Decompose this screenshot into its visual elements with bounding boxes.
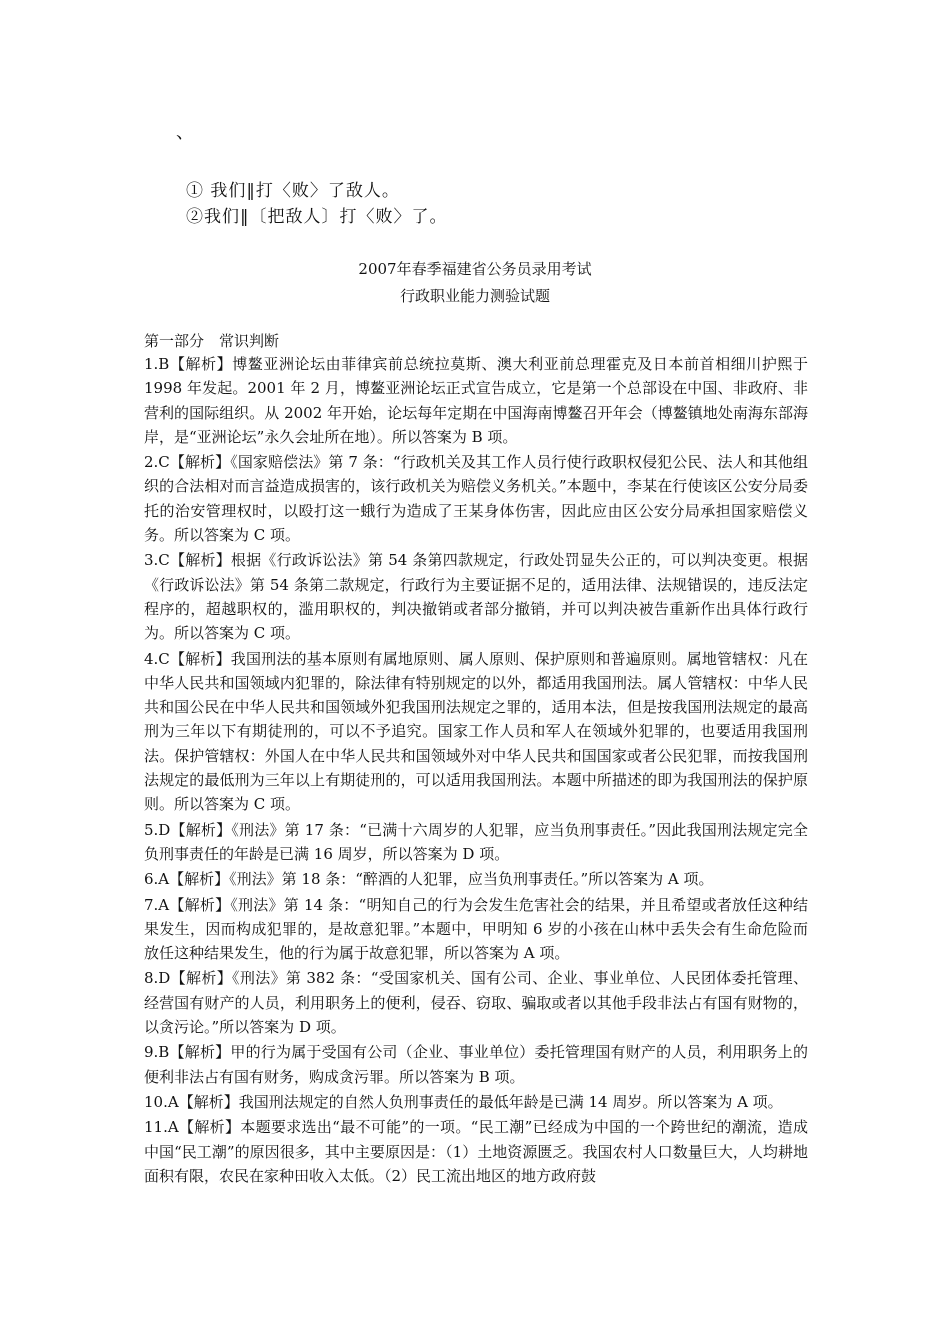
answer-item: 4.C【解析】我国刑法的基本原则有属地原则、属人原则、保护原则和普遍原则。属地管辖权：凡在中华人民共和国领域内犯罪的，除法律有特别规定的以外，都适用我国刑法。属人管辖权：中华人民共和国公民在中华人民共和国领域外犯我国刑法规定之罪的，适用本法，但是按我国刑法规定的最高刑为三年以下有期徒刑的，可以不予追究。国家工作人员和军人在领域外犯罪的，也要适用我国刑法。保护管辖权：外国人在中华人民共和国领域外对中华人民共和国国家或者公民犯罪，而按我国刑法规定的最低刑为三年以上有期徒刑的，可以适用我国刑法。本题中所描述的即为我国刑法的保护原则。所以答案为 C 项。	[144, 649, 808, 814]
answer-item: 2.C【解析】《国家赔偿法》第 7 条：“行政机关及其工作人员行使行政职权侵犯公民、法人和其他组织的合法相对而言益造成损害的，该行政机关为赔偿义务机关。”本题中，李某在行使该区公安分局委托的治安管理权时，以殴打这一蛾行为造成了王某身体伤害，因此应由区公安分局承担国家赔偿义务。所以答案为 C 项。	[144, 453, 808, 545]
answer-list	[144, 352, 808, 1189]
answer-item: 11.A【解析】本题要求选出“最不可能”的一项。“民工潮”已经成为中国的一个跨世纪的潮流，造成中国“民工潮”的原因很多，其中主要原因是：（1）土地资源匮乏。我国农村人口数量巨大，人均耕地面积有限，农民在家种田收入太低。（2）民工流出地区的地方政府鼓	[144, 1118, 808, 1185]
example-sentence-1: ① 我们‖打〈败〉了敌人。	[186, 181, 400, 201]
example-sentence-2: ②我们‖〔把敌人〕打〈败〉了。	[186, 207, 448, 227]
answer-item: 6.A【解析】《刑法》第 18 条：“醉酒的人犯罪，应当负刑事责任。”所以答案为 A 项。	[144, 870, 714, 889]
answer-item: 9.B【解析】甲的行为属于受国有公司（企业、事业单位）委托管理国有财产的人员，利用职务上的便利非法占有国有财务，购成贪污罪。所以答案为 B 项。	[144, 1043, 808, 1086]
answer-item: 8.D【解析】《刑法》第 382 条：“受国家机关、国有公司、企业、事业单位、人民团体委托管理、经营国有财产的人员，利用职务上的便利，侵吞、窃取、骗取或者以其他手段非法占有国有财物的，以贪污论。”所以答案为 D 项。	[144, 969, 808, 1037]
section-heading: 第一部分 常识判断	[144, 332, 280, 350]
exam-subtitle: 行政职业能力测验试题	[399, 287, 550, 305]
answer-item: 7.A【解析】《刑法》第 14 条：“明知自己的行为会发生危害社会的结果，并且希望或者放任这种结果发生，因而构成犯罪的，是故意犯罪。”本题中，甲明知 6 岁的小孩在山林中丢失会有生命危险而放任这种结果发生，他的行为属于故意犯罪，所以答案为 A 项。	[144, 895, 808, 963]
answer-item: 3.C【解析】根据《行政诉讼法》第 54 条第四款规定，行政处罚显失公正的，可以判决变更。根据《行政诉讼法》第 54 条第二款规定，行政行为主要证据不足的，适用法律、法规错误的，违反法定程序的，超越职权的，滥用职权的，判决撤销或者部分撤销，并可以判决被告重新作出具体行政行为。所以答案为 C 项。	[144, 551, 808, 643]
answer-item: 5.D【解析】《刑法》第 17 条：“已满十六周岁的人犯罪，应当负刑事责任。”因此我国刑法规定完全负刑事责任的年龄是已满 16 周岁，所以答案为 D 项。	[144, 820, 808, 863]
answer-item: 10.A【解析】我国刑法规定的自然人负刑事责任的最低年龄是已满 14 周岁。所以答案为 A 项。	[144, 1092, 783, 1111]
exam-title: 2007年春季福建省公务员录用考试	[358, 260, 592, 278]
top-mark: 、	[176, 122, 194, 143]
answer-item: 1.B【解析】博鳌亚洲论坛由菲律宾前总统拉莫斯、澳大利亚前总理霍克及日本前首相细川护熙于 1998 年发起。2001 年 2 月，博鳌亚洲论坛正式宣告成立，它是第一个总部设在中国、非政府、非营利的国际组织。从 2002 年开始，论坛每年定期在中国海南博鳌召开年会（博鳌镇地处南海东部海岸，是“亚洲论坛”永久会址所在地）。所以答案为 B 项。	[144, 355, 808, 446]
